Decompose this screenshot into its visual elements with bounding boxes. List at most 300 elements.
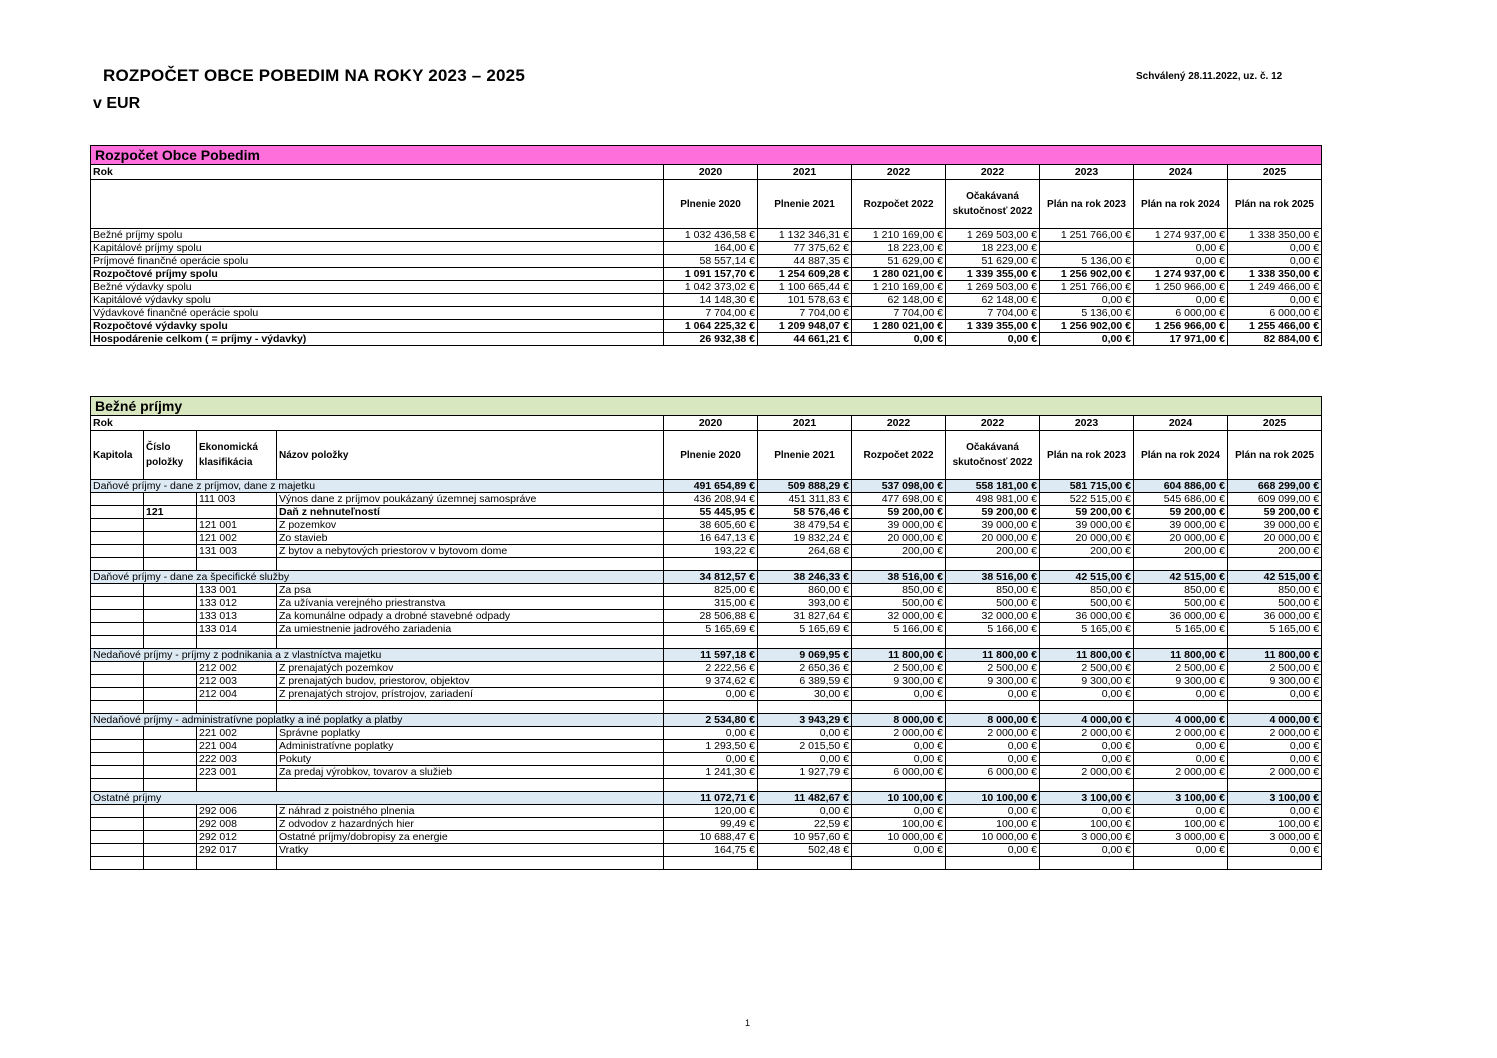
row-value: 100,00 € (1228, 818, 1322, 831)
row-value: 1 100 665,44 € (758, 281, 852, 294)
kapitola-cell (91, 493, 144, 506)
row-value: 825,00 € (664, 584, 758, 597)
kapitola-cell (91, 753, 144, 766)
row-value: 502,48 € (758, 844, 852, 857)
spacer-row (91, 779, 1322, 792)
nazov-cell: Pokuty (277, 753, 664, 766)
row-value: 39 000,00 € (1228, 519, 1322, 532)
nazov-cell: Z prenajatých budov, priestorov, objektov (277, 675, 664, 688)
table-row (91, 255, 1322, 268)
row-value: 850,00 € (852, 584, 946, 597)
spacer-cell (277, 636, 664, 649)
row-value: 393,00 € (758, 597, 852, 610)
cislo-cell (144, 545, 197, 558)
spacer-cell (946, 558, 1040, 571)
column-header: Plnenie 2021 (758, 180, 852, 229)
cislo-cell (144, 532, 197, 545)
year-header: 2021 (758, 416, 852, 431)
spacer-cell (946, 779, 1040, 792)
table-row (91, 545, 1322, 558)
table-row (91, 281, 1322, 294)
kapitola-cell (91, 597, 144, 610)
spacer-row (91, 558, 1322, 571)
spacer-cell (1228, 701, 1322, 714)
row-value: 44 887,35 € (758, 255, 852, 268)
table-row (91, 519, 1322, 532)
row-value: 9 374,62 € (664, 675, 758, 688)
row-value: 164,00 € (664, 242, 758, 255)
row-value: 2 000,00 € (1228, 727, 1322, 740)
row-value: 32 000,00 € (946, 610, 1040, 623)
row-value: 0,00 € (852, 844, 946, 857)
row-value: 6 000,00 € (1134, 307, 1228, 320)
nazov-cell: Správne poplatky (277, 727, 664, 740)
row-value: 0,00 € (1134, 294, 1228, 307)
category-value: 8 000,00 € (852, 714, 946, 727)
row-value: 3 000,00 € (1228, 831, 1322, 844)
row-value: 1 280 021,00 € (852, 320, 946, 333)
row-value: 498 981,00 € (946, 493, 1040, 506)
table-row (91, 532, 1322, 545)
row-value: 1 255 466,00 € (1228, 320, 1322, 333)
row-value: 82 884,00 € (1228, 333, 1322, 346)
column-header: Plán na rok 2023 (1040, 180, 1134, 229)
row-value: 58 576,46 € (758, 506, 852, 519)
category-value: 11 482,67 € (758, 792, 852, 805)
spacer-cell (277, 779, 664, 792)
spacer-cell (197, 701, 277, 714)
kapitola-cell (91, 844, 144, 857)
row-value: 1 269 503,00 € (946, 281, 1040, 294)
row-value: 26 932,38 € (664, 333, 758, 346)
row-value: 3 000,00 € (1040, 831, 1134, 844)
row-value: 500,00 € (1040, 597, 1134, 610)
nazov-cell: Za komunálne odpady a drobné stavebné odpady (277, 610, 664, 623)
row-value: 36 000,00 € (1134, 610, 1228, 623)
row-value: 200,00 € (1040, 545, 1134, 558)
row-value: 18 223,00 € (946, 242, 1040, 255)
kapitola-cell (91, 506, 144, 519)
category-value: 11 800,00 € (852, 649, 946, 662)
row-value: 1 256 966,00 € (1134, 320, 1228, 333)
category-value: 42 515,00 € (1228, 571, 1322, 584)
page-title: ROZPOČET OBCE POBEDIM NA ROKY 2023 – 2025 (103, 66, 525, 85)
row-value: 38 605,60 € (664, 519, 758, 532)
table-row (91, 818, 1322, 831)
spacer-cell (1040, 636, 1134, 649)
row-value: 0,00 € (664, 753, 758, 766)
table-row (91, 294, 1322, 307)
row-value: 0,00 € (1228, 294, 1322, 307)
kapitola-cell (91, 740, 144, 753)
spacer-cell (91, 701, 144, 714)
row-value: 0,00 € (1134, 753, 1228, 766)
row-value: 1 209 948,07 € (758, 320, 852, 333)
column-header: Plán na rok 2023 (1040, 431, 1134, 480)
category-value: 38 516,00 € (946, 571, 1040, 584)
category-value: 3 943,29 € (758, 714, 852, 727)
cislo-cell (144, 688, 197, 701)
spacer-cell (758, 558, 852, 571)
column-header: Plnenie 2020 (664, 180, 758, 229)
row-value: 39 000,00 € (1040, 519, 1134, 532)
row-value: 6 389,59 € (758, 675, 852, 688)
row-value: 0,00 € (664, 727, 758, 740)
table-row (91, 675, 1322, 688)
spacer-cell (852, 558, 946, 571)
cislo-cell (144, 519, 197, 532)
row-value: 477 698,00 € (852, 493, 946, 506)
row-value: 0,00 € (946, 740, 1040, 753)
year-header: 2021 (758, 165, 852, 180)
row-value: 51 629,00 € (946, 255, 1040, 268)
row-value: 5 166,00 € (852, 623, 946, 636)
row-value: 0,00 € (758, 727, 852, 740)
table-row (91, 727, 1322, 740)
category-label: Ostatné príjmy (91, 792, 664, 805)
spacer-cell (1134, 857, 1228, 870)
spacer-cell (197, 636, 277, 649)
spacer-cell (1040, 857, 1134, 870)
category-label: Daňové príjmy - dane z príjmov, dane z majetku (91, 480, 664, 493)
row-value: 1 251 766,00 € (1040, 229, 1134, 242)
row-value: 7 704,00 € (758, 307, 852, 320)
spacer-cell (946, 636, 1040, 649)
row-value: 100,00 € (1040, 818, 1134, 831)
row-label: Bežné výdavky spolu (91, 281, 664, 294)
cislo-cell (144, 844, 197, 857)
category-row (91, 480, 1322, 493)
row-value: 5 166,00 € (946, 623, 1040, 636)
cislo-cell (144, 662, 197, 675)
row-value: 20 000,00 € (852, 532, 946, 545)
row-value: 1 251 766,00 € (1040, 281, 1134, 294)
nazov-cell: Zo stavieb (277, 532, 664, 545)
table-banner: Bežné príjmy (91, 397, 1322, 416)
category-value: 537 098,00 € (852, 480, 946, 493)
cislo-cell (144, 727, 197, 740)
spacer-cell (758, 701, 852, 714)
row-value: 20 000,00 € (1228, 532, 1322, 545)
page-number: 1 (745, 1018, 751, 1028)
category-value: 34 812,57 € (664, 571, 758, 584)
current-revenue-table (90, 396, 1322, 870)
row-value: 59 200,00 € (946, 506, 1040, 519)
spacer-cell (1134, 636, 1228, 649)
category-value: 4 000,00 € (1134, 714, 1228, 727)
category-row (91, 649, 1322, 662)
nazov-cell: Výnos dane z príjmov poukázaný územnej samospráve (277, 493, 664, 506)
category-value: 11 800,00 € (946, 649, 1040, 662)
row-value: 860,00 € (758, 584, 852, 597)
kapitola-cell (91, 831, 144, 844)
row-value: 59 200,00 € (852, 506, 946, 519)
row-value: 2 650,36 € (758, 662, 852, 675)
year-header: 2020 (664, 416, 758, 431)
category-label: Nedaňové príjmy - príjmy z podnikania a z vlastníctva majetku (91, 649, 664, 662)
row-value: 30,00 € (758, 688, 852, 701)
category-value: 3 100,00 € (1040, 792, 1134, 805)
row-value: 0,00 € (852, 753, 946, 766)
kapitola-cell (91, 662, 144, 675)
row-value: 9 300,00 € (852, 675, 946, 688)
ek-cell: 133 001 (197, 584, 277, 597)
row-label: Príjmové finančné operácie spolu (91, 255, 664, 268)
row-value: 1 210 169,00 € (852, 229, 946, 242)
row-value: 120,00 € (664, 805, 758, 818)
row-value: 20 000,00 € (946, 532, 1040, 545)
row-value: 1 338 350,00 € (1228, 229, 1322, 242)
row-value: 264,68 € (758, 545, 852, 558)
row-value: 164,75 € (664, 844, 758, 857)
row-value: 6 000,00 € (1228, 307, 1322, 320)
row-value: 1 091 157,70 € (664, 268, 758, 281)
spacer-cell (277, 701, 664, 714)
row-value: 0,00 € (1228, 753, 1322, 766)
ek-cell: 292 008 (197, 818, 277, 831)
nazov-cell: Vratky (277, 844, 664, 857)
ek-cell: 212 002 (197, 662, 277, 675)
row-value: 99,49 € (664, 818, 758, 831)
ek-cell (197, 506, 277, 519)
row-value: 0,00 € (1134, 740, 1228, 753)
table-row (91, 307, 1322, 320)
table-row (91, 242, 1322, 255)
category-value: 509 888,29 € (758, 480, 852, 493)
row-value: 1 293,50 € (664, 740, 758, 753)
spacer-row (91, 701, 1322, 714)
row-value: 5 165,00 € (1228, 623, 1322, 636)
table-row (91, 662, 1322, 675)
spacer-cell (144, 701, 197, 714)
year-header: 2022 (852, 416, 946, 431)
approval-note: Schválený 28.11.2022, uz. č. 12 (1136, 71, 1283, 82)
ek-cell: 292 012 (197, 831, 277, 844)
column-header-kapitola: Kapitola (91, 431, 144, 480)
row-value: 20 000,00 € (1134, 532, 1228, 545)
spacer-cell (91, 558, 144, 571)
ek-cell: 133 012 (197, 597, 277, 610)
spacer-cell (1228, 857, 1322, 870)
row-value: 609 099,00 € (1228, 493, 1322, 506)
ek-cell: 212 003 (197, 675, 277, 688)
table-row (91, 610, 1322, 623)
category-value: 42 515,00 € (1040, 571, 1134, 584)
row-label: Kapitálové príjmy spolu (91, 242, 664, 255)
row-value: 2 500,00 € (946, 662, 1040, 675)
category-value: 604 886,00 € (1134, 480, 1228, 493)
row-value: 200,00 € (1134, 545, 1228, 558)
row-value: 1 241,30 € (664, 766, 758, 779)
ek-cell: 133 013 (197, 610, 277, 623)
row-value: 850,00 € (1040, 584, 1134, 597)
row-value: 44 661,21 € (758, 333, 852, 346)
spacer-cell (277, 558, 664, 571)
row-value: 5 136,00 € (1040, 307, 1134, 320)
row-value: 59 200,00 € (1040, 506, 1134, 519)
row-value: 6 000,00 € (852, 766, 946, 779)
row-value: 32 000,00 € (852, 610, 946, 623)
spacer-cell (946, 701, 1040, 714)
row-value: 28 506,88 € (664, 610, 758, 623)
spacer-cell (1134, 779, 1228, 792)
category-value: 11 072,71 € (664, 792, 758, 805)
spacer-cell (852, 636, 946, 649)
row-value: 7 704,00 € (664, 307, 758, 320)
cislo-cell (144, 493, 197, 506)
row-value: 7 704,00 € (852, 307, 946, 320)
year-header: 2025 (1228, 165, 1322, 180)
category-value: 4 000,00 € (1228, 714, 1322, 727)
category-value: 38 246,33 € (758, 571, 852, 584)
row-value: 1 274 937,00 € (1134, 229, 1228, 242)
row-value: 14 148,30 € (664, 294, 758, 307)
row-value: 5 165,69 € (664, 623, 758, 636)
row-value: 0,00 € (1228, 242, 1322, 255)
row-value: 2 222,56 € (664, 662, 758, 675)
rok-label: Rok (91, 165, 664, 180)
category-row (91, 792, 1322, 805)
category-value: 4 000,00 € (1040, 714, 1134, 727)
row-value: 101 578,63 € (758, 294, 852, 307)
kapitola-cell (91, 584, 144, 597)
row-value: 1 032 436,58 € (664, 229, 758, 242)
row-value: 18 223,00 € (852, 242, 946, 255)
row-value: 200,00 € (946, 545, 1040, 558)
row-value: 1 274 937,00 € (1134, 268, 1228, 281)
row-label: Kapitálové výdavky spolu (91, 294, 664, 307)
row-value: 1 210 169,00 € (852, 281, 946, 294)
column-header: Očakávaná skutočnosť 2022 (946, 431, 1040, 480)
table-banner-row (91, 397, 1322, 416)
row-value: 545 686,00 € (1134, 493, 1228, 506)
category-value: 42 515,00 € (1134, 571, 1228, 584)
year-header: 2025 (1228, 416, 1322, 431)
row-value: 850,00 € (1228, 584, 1322, 597)
row-value: 10 000,00 € (852, 831, 946, 844)
kapitola-cell (91, 519, 144, 532)
row-value: 0,00 € (1228, 844, 1322, 857)
row-value: 22,59 € (758, 818, 852, 831)
year-row (91, 416, 1322, 431)
row-label: Hospodárenie celkom ( = príjmy - výdavky) (91, 333, 664, 346)
row-value: 2 500,00 € (1040, 662, 1134, 675)
row-value: 0,00 € (1134, 688, 1228, 701)
spacer-cell (277, 857, 664, 870)
spacer-cell (1040, 558, 1134, 571)
year-header: 2023 (1040, 165, 1134, 180)
column-header-row (91, 180, 1322, 229)
row-value: 1 064 225,32 € (664, 320, 758, 333)
cislo-cell: 121 (144, 506, 197, 519)
cislo-cell (144, 584, 197, 597)
category-value: 3 100,00 € (1228, 792, 1322, 805)
row-value: 193,22 € (664, 545, 758, 558)
ek-cell: 292 017 (197, 844, 277, 857)
row-value: 0,00 € (1134, 805, 1228, 818)
row-value: 59 200,00 € (1228, 506, 1322, 519)
spacer-cell (758, 636, 852, 649)
table-row (91, 229, 1322, 242)
row-value: 1 254 609,28 € (758, 268, 852, 281)
row-value: 2 000,00 € (1228, 766, 1322, 779)
cislo-cell (144, 610, 197, 623)
category-label: Nedaňové príjmy - administratívne poplatky a iné poplatky a platby (91, 714, 664, 727)
row-value: 6 000,00 € (946, 766, 1040, 779)
row-value: 51 629,00 € (852, 255, 946, 268)
spacer-cell (197, 779, 277, 792)
row-value: 2 000,00 € (946, 727, 1040, 740)
cislo-cell (144, 753, 197, 766)
kapitola-cell (91, 545, 144, 558)
row-value: 100,00 € (946, 818, 1040, 831)
spacer-cell (1134, 558, 1228, 571)
column-header: Plán na rok 2024 (1134, 180, 1228, 229)
row-value: 5 165,00 € (1040, 623, 1134, 636)
row-value: 0,00 € (1040, 753, 1134, 766)
column-header-cislo: Číslo položky (144, 431, 197, 480)
table-banner: Rozpočet Obce Pobedim (91, 146, 1322, 165)
row-value: 0,00 € (852, 740, 946, 753)
row-value: 0,00 € (946, 805, 1040, 818)
category-row (91, 571, 1322, 584)
table-row (91, 688, 1322, 701)
spacer-cell (946, 857, 1040, 870)
row-value: 58 557,14 € (664, 255, 758, 268)
row-value: 0,00 € (852, 805, 946, 818)
row-label: Bežné príjmy spolu (91, 229, 664, 242)
year-header: 2022 (946, 165, 1040, 180)
table-row (91, 493, 1322, 506)
column-header: Rozpočet 2022 (852, 180, 946, 229)
row-value: 1 132 346,31 € (758, 229, 852, 242)
kapitola-cell (91, 623, 144, 636)
ek-cell: 223 001 (197, 766, 277, 779)
nazov-cell: Za predaj výrobkov, tovarov a služieb (277, 766, 664, 779)
row-value: 200,00 € (1228, 545, 1322, 558)
row-value: 100,00 € (1134, 818, 1228, 831)
category-value: 11 800,00 € (1040, 649, 1134, 662)
row-value: 0,00 € (946, 753, 1040, 766)
table-row (91, 766, 1322, 779)
rok-label: Rok (91, 416, 664, 431)
year-header: 2022 (852, 165, 946, 180)
row-value: 55 445,95 € (664, 506, 758, 519)
row-value: 0,00 € (946, 844, 1040, 857)
table-row (91, 831, 1322, 844)
ek-cell: 111 003 (197, 493, 277, 506)
row-value: 10 957,60 € (758, 831, 852, 844)
row-value: 436 208,94 € (664, 493, 758, 506)
row-value: 2 500,00 € (1228, 662, 1322, 675)
spacer-cell (144, 558, 197, 571)
row-value: 522 515,00 € (1040, 493, 1134, 506)
table-row (91, 268, 1322, 281)
row-value: 9 300,00 € (946, 675, 1040, 688)
row-value: 1 927,79 € (758, 766, 852, 779)
spacer-cell (1040, 779, 1134, 792)
column-header: Plnenie 2021 (758, 431, 852, 480)
kapitola-cell (91, 727, 144, 740)
spacer-cell (91, 857, 144, 870)
row-value: 3 000,00 € (1134, 831, 1228, 844)
nazov-cell: Z pozemkov (277, 519, 664, 532)
row-value: 1 339 355,00 € (946, 320, 1040, 333)
row-value: 19 832,24 € (758, 532, 852, 545)
row-value: 10 688,47 € (664, 831, 758, 844)
column-header-ek: Ekonomická klasifikácia (197, 431, 277, 480)
row-value: 0,00 € (852, 688, 946, 701)
